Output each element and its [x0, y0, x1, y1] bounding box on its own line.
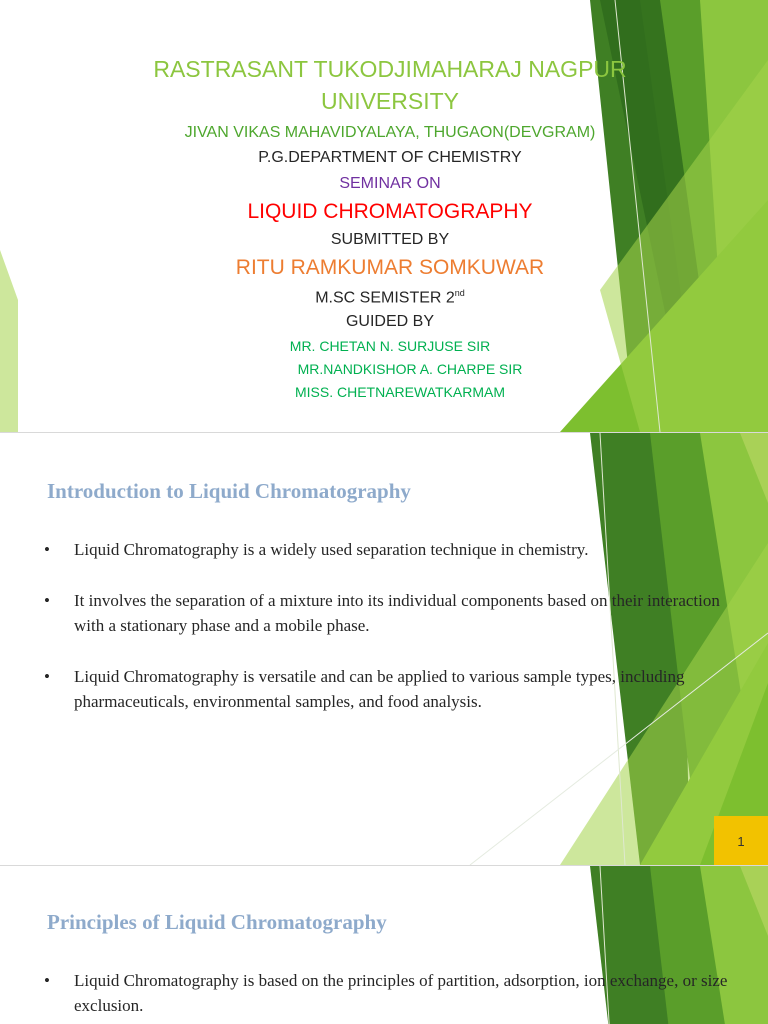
bullet-dot-icon: • [44, 667, 50, 686]
bullet-item [44, 664, 734, 714]
guide-1: MR. CHETAN N. SURJUSE SIR [289, 338, 491, 354]
semester-text: M.SC SEMISTER 2 [315, 289, 455, 307]
bullet-text: It involves the separation of a mixture into its individual components based on their interaction with a stationary phase and a mobile phase. [74, 591, 720, 635]
semester-label [0, 288, 768, 307]
department-name: P.G.DEPARTMENT OF CHEMISTRY [258, 149, 522, 166]
principles-slide [0, 866, 768, 1024]
bullet-list [44, 968, 734, 1024]
bullet-dot-icon: • [44, 971, 50, 990]
bullet-text: Liquid Chromatography is a widely used separation technique in chemistry. [74, 540, 589, 559]
bullet-text: Liquid Chromatography is versatile and can be applied to various sample types, including pharmaceuticals, environmental samples, and food analysis. [74, 667, 685, 711]
bullet-text: Liquid Chromatography is based on the principles of partition, adsorption, ion exchange, or size exclusion. [74, 971, 728, 1015]
title-slide [0, 0, 768, 432]
student-name: RITU RAMKUMAR SOMKUWAR [235, 256, 545, 279]
seminar-on-label: SEMINAR ON [339, 175, 441, 192]
bullet-dot-icon: • [44, 591, 50, 610]
guided-by-label: GUIDED BY [345, 313, 434, 330]
slide-title: Introduction to Liquid Chromatography [47, 479, 411, 503]
slide-title: Principles of Liquid Chromatography [47, 910, 387, 934]
guide-3: MISS. CHETNAREWATKARMAM [294, 384, 505, 400]
bullet-item [44, 968, 734, 1018]
guide-2: MR.NANDKISHOR A. CHARPE SIR [297, 361, 523, 377]
bullet-item [44, 588, 734, 638]
university-name-line1: RASTRASANT TUKODJIMAHARAJ NAGPUR [153, 56, 627, 82]
bullet-dot-icon: • [44, 540, 50, 559]
page-number-badge: 1 [714, 816, 768, 867]
college-name: JIVAN VIKAS MAHAVIDYALAYA, THUGAON(DEVGRAM) [184, 124, 596, 141]
submitted-by-label: SUBMITTED BY [330, 231, 450, 248]
semester-superscript: nd [454, 288, 465, 298]
introduction-slide [0, 433, 768, 865]
bullet-list [44, 537, 734, 740]
seminar-topic: LIQUID CHROMATOGRAPHY [247, 200, 533, 223]
university-name-line2: UNIVERSITY [320, 88, 460, 114]
bullet-item [44, 537, 734, 562]
